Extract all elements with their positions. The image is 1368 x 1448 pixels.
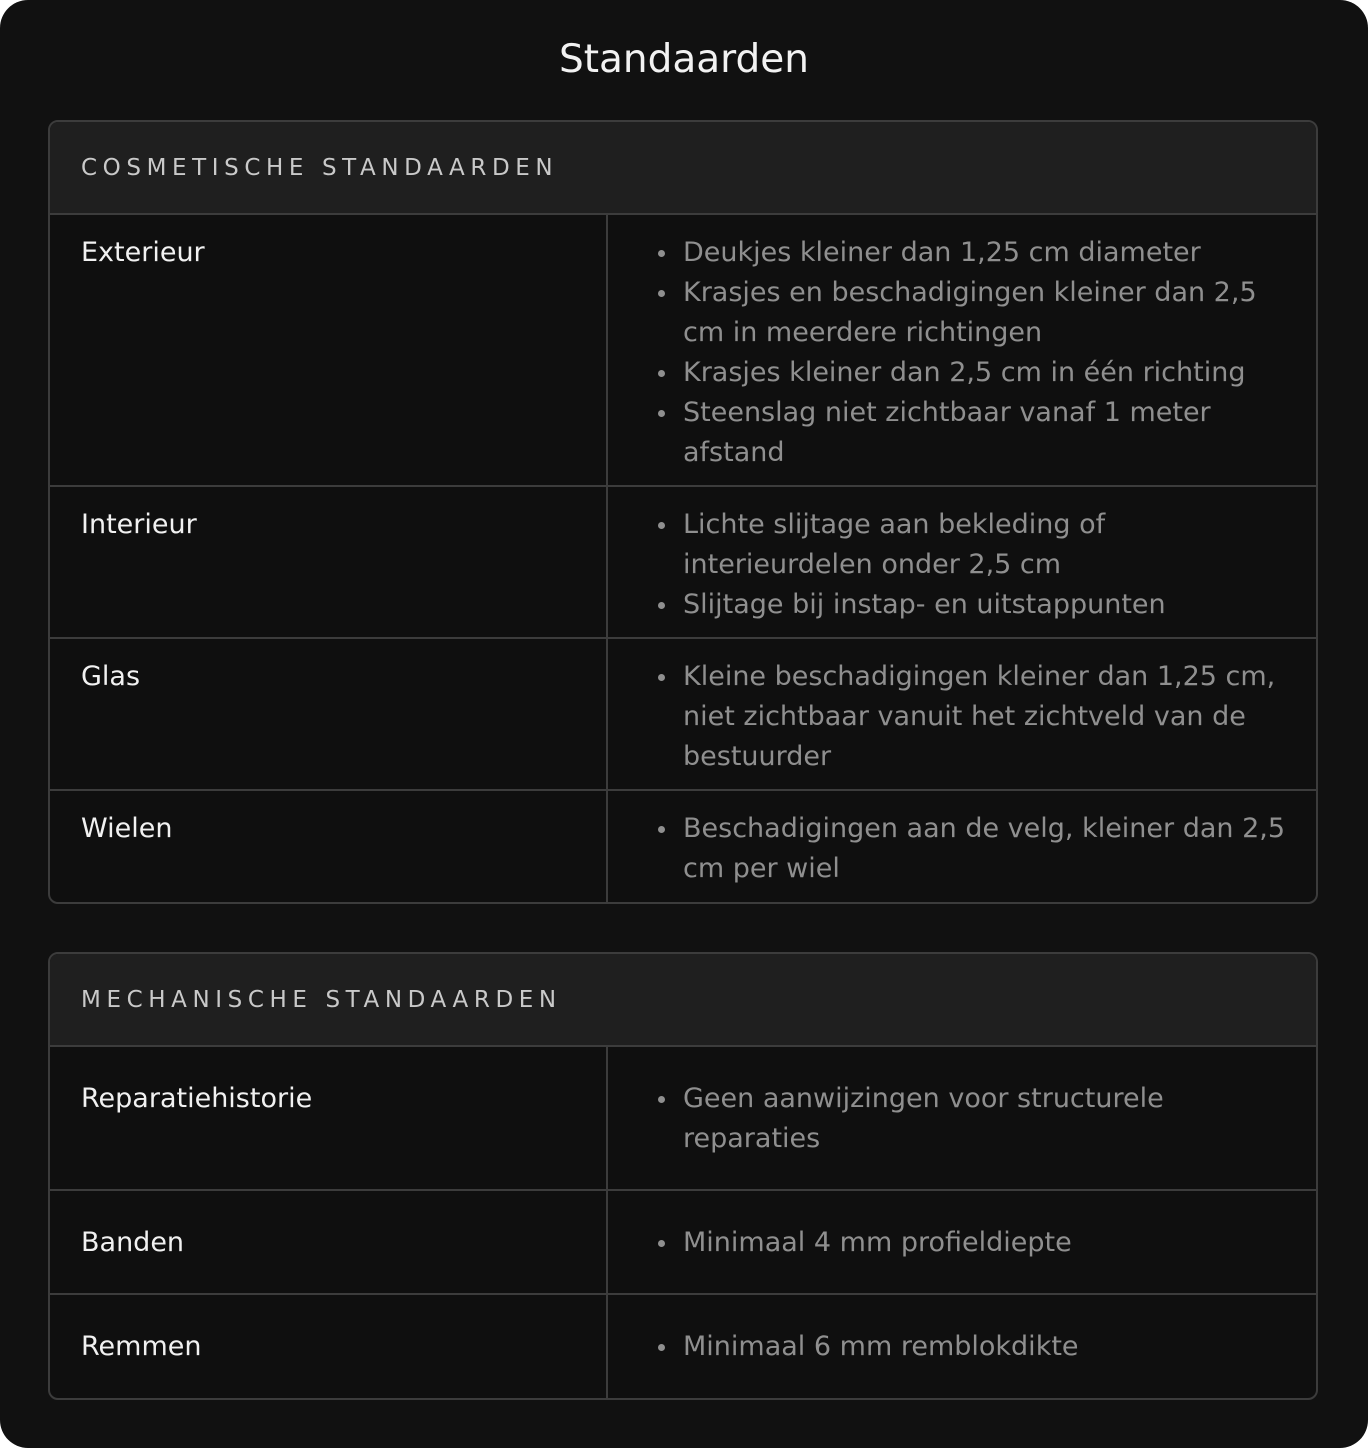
row-label: Interieur <box>50 487 608 637</box>
section-heading: COSMETISCHE STANDAARDEN <box>50 122 1316 215</box>
list-item: Steenslag niet zichtbaar vanaf 1 meter afstand <box>654 393 1290 473</box>
row-label: Banden <box>50 1191 608 1293</box>
list-item: Krasjes kleiner dan 2,5 cm in één richting <box>654 353 1290 393</box>
row-label: Wielen <box>50 791 608 902</box>
table-row <box>50 1047 1316 1191</box>
row-items <box>608 215 1316 485</box>
list-item: Minimaal 6 mm remblokdikte <box>654 1327 1290 1367</box>
list-item: Slijtage bij instap- en uitstappunten <box>654 585 1290 625</box>
table-row <box>50 1191 1316 1295</box>
list-item: Geen aanwijzingen voor structurele reparaties <box>654 1079 1290 1159</box>
list-item: Deukjes kleiner dan 1,25 cm diameter <box>654 233 1290 273</box>
cosmetic-standards-table <box>48 120 1318 904</box>
row-items <box>608 791 1316 902</box>
row-items <box>608 1191 1316 1293</box>
page-title: Standaarden <box>558 37 810 82</box>
list-item: Minimaal 4 mm profieldiepte <box>654 1223 1290 1263</box>
section-heading: MECHANISCHE STANDAARDEN <box>50 954 1316 1047</box>
row-label: Glas <box>50 639 608 789</box>
table-row <box>50 215 1316 487</box>
mechanical-standards-table <box>48 952 1318 1400</box>
row-label: Reparatiehistorie <box>50 1047 608 1189</box>
list-item: Lichte slijtage aan bekleding of interieurdelen onder 2,5 cm <box>654 505 1290 585</box>
row-label: Remmen <box>50 1295 608 1398</box>
table-row <box>50 1295 1316 1398</box>
list-item: Kleine beschadigingen kleiner dan 1,25 cm, niet zichtbaar vanuit het zichtveld van de bestuurder <box>654 657 1290 777</box>
row-items <box>608 487 1316 637</box>
row-label: Exterieur <box>50 215 608 485</box>
row-items <box>608 1047 1316 1189</box>
list-item: Krasjes en beschadigingen kleiner dan 2,5 cm in meerdere richtingen <box>654 273 1290 353</box>
table-row <box>50 487 1316 639</box>
table-row <box>50 791 1316 902</box>
table-row <box>50 639 1316 791</box>
row-items <box>608 1295 1316 1398</box>
row-items <box>608 639 1316 789</box>
list-item: Beschadigingen aan de velg, kleiner dan 2,5 cm per wiel <box>654 809 1290 889</box>
